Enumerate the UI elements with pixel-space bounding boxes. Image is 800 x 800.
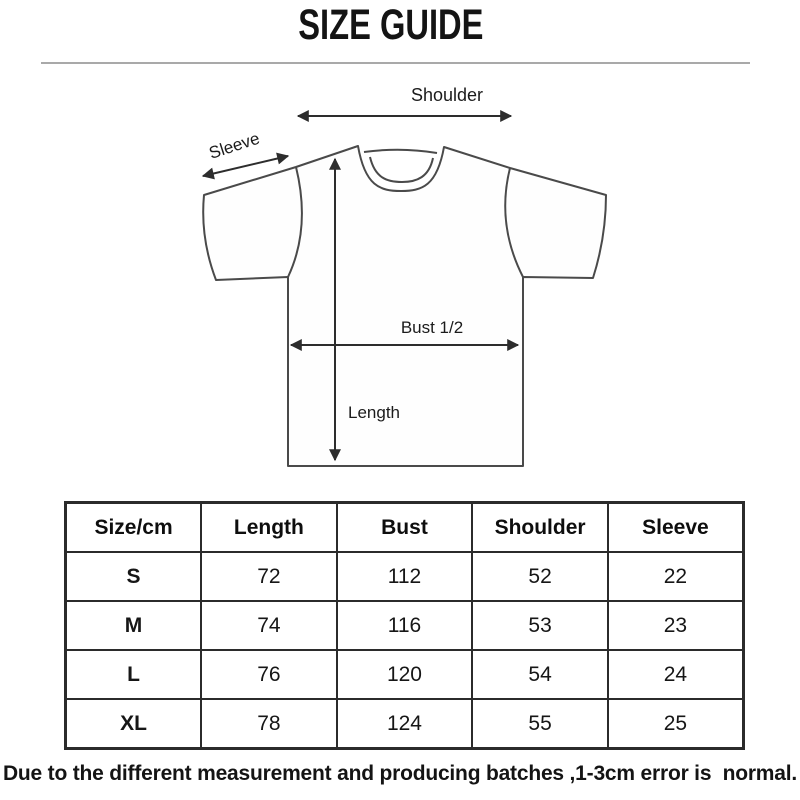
measurement-disclaimer: Due to the different measurement and producing batches ,1-3cm error is normal. — [2, 762, 798, 785]
size-cell: S — [66, 552, 202, 601]
table-cell: 53 — [472, 601, 608, 650]
column-header-bust: Bust — [337, 503, 473, 553]
table-cell: 25 — [608, 699, 744, 749]
page-title: SIZE GUIDE — [298, 1, 484, 49]
column-header-shoulder: Shoulder — [472, 503, 608, 553]
table-cell: 24 — [608, 650, 744, 699]
length-label: Length — [348, 403, 400, 422]
table-cell: 78 — [201, 699, 337, 749]
table-cell: 22 — [608, 552, 744, 601]
table-row-m — [66, 601, 744, 650]
size-cell: XL — [66, 699, 202, 749]
table-cell: 120 — [337, 650, 473, 699]
collar-inner — [370, 157, 433, 182]
page-title-wrap — [0, 1, 782, 49]
table-cell: 23 — [608, 601, 744, 650]
bust-label: Bust 1/2 — [400, 318, 464, 337]
table-cell: 124 — [337, 699, 473, 749]
shoulder-label: Shoulder — [410, 85, 484, 105]
size-table — [64, 501, 745, 750]
table-cell: 116 — [337, 601, 473, 650]
sleeve-label: Sleeve — [206, 128, 262, 163]
column-header-sleeve: Sleeve — [608, 503, 744, 553]
table-cell: 76 — [201, 650, 337, 699]
size-cell: L — [66, 650, 202, 699]
column-header-size: Size/cm — [66, 503, 202, 553]
table-cell: 55 — [472, 699, 608, 749]
table-cell: 54 — [472, 650, 608, 699]
table-cell: 52 — [472, 552, 608, 601]
title-divider — [41, 62, 750, 64]
column-header-length: Length — [201, 503, 337, 553]
size-table-header-row — [66, 503, 744, 553]
table-row-xl — [66, 699, 744, 749]
table-row-l — [66, 650, 744, 699]
table-cell: 72 — [201, 552, 337, 601]
table-cell: 74 — [201, 601, 337, 650]
size-cell: M — [66, 601, 202, 650]
tshirt-outline — [203, 146, 606, 466]
table-cell: 112 — [337, 552, 473, 601]
collar-band-top — [364, 150, 437, 153]
tshirt-measurement-diagram — [150, 78, 650, 493]
table-row-s — [66, 552, 744, 601]
